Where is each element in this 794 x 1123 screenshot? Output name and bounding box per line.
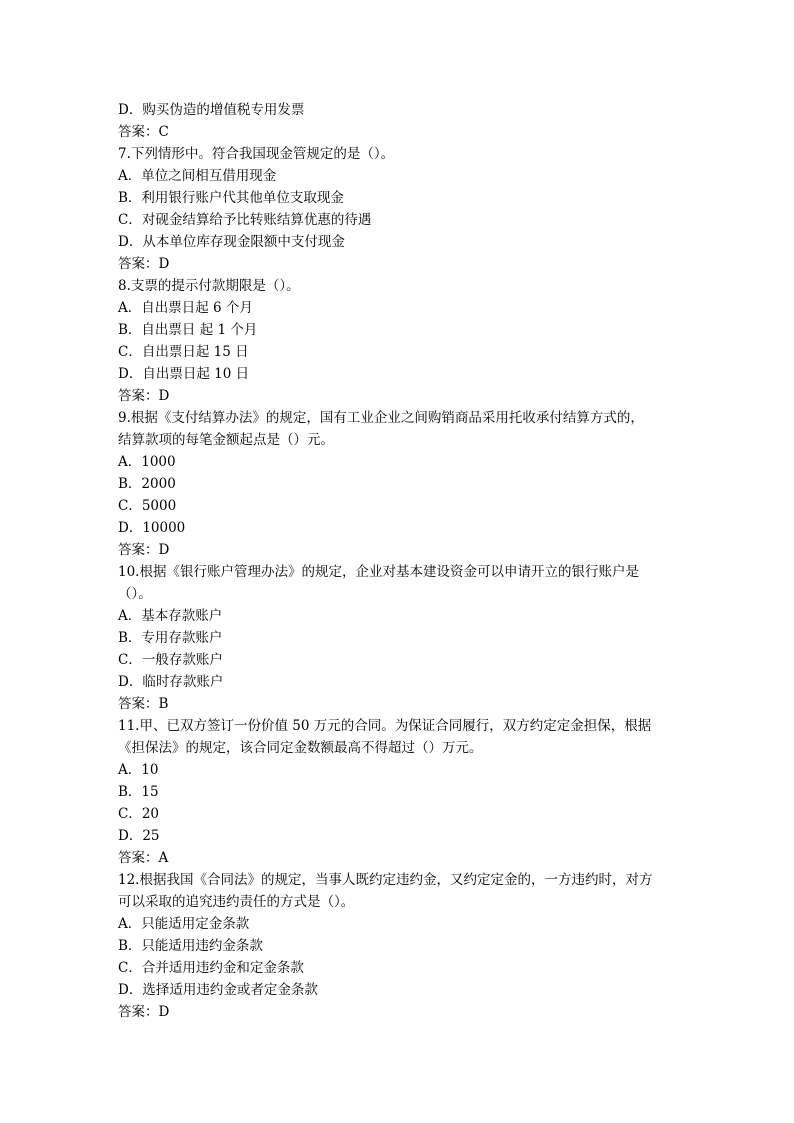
option-a-q9: A．1000 xyxy=(118,454,176,470)
option-c-q9: C．5000 xyxy=(118,498,177,514)
answer-q12: 答案：D xyxy=(118,1004,170,1020)
option-c-q11: C．20 xyxy=(118,806,160,822)
option-d-q11: D．25 xyxy=(118,828,160,844)
option-c-q7: C．对砚金结算给予比转账结算优惠的待遇 xyxy=(118,212,372,228)
option-b-q11: B．15 xyxy=(118,784,159,800)
answer-q6: 答案：C xyxy=(118,124,169,140)
option-a-q12: A．只能适用定金条款 xyxy=(118,916,250,932)
answer-q8: 答案：D xyxy=(118,388,170,404)
question-7: 7.下列情形中。符合我国现金管规定的是（）。 xyxy=(118,146,395,162)
option-d-q7: D．从本单位库存现金限额中支付现金 xyxy=(118,234,345,250)
option-a-q7: A．单位之间相互借用现金 xyxy=(118,168,277,184)
option-a-q8: A．自出票日起 6 个月 xyxy=(118,300,253,316)
option-c-q8: C．自出票日起 15 日 xyxy=(118,344,249,360)
answer-q10: 答案：B xyxy=(118,696,169,712)
option-d-q9: D．10000 xyxy=(118,520,186,536)
question-12-line-2: 可以采取的追究违约责任的方式是（）。 xyxy=(118,894,355,910)
option-a-q11: A．10 xyxy=(118,762,159,778)
option-b-q9: B．2000 xyxy=(118,476,176,492)
question-10-line-2: （）。 xyxy=(118,586,152,602)
answer-q7: 答案：D xyxy=(118,256,170,272)
question-10-line-1: 10.根据《银行账户管理办法》的规定，企业对基本建设资金可以申请开立的银行账户是 xyxy=(118,564,639,580)
option-d-q6: D．购买伪造的增值税专用发票 xyxy=(118,102,305,118)
option-c-q12: C．合并适用违约金和定金条款 xyxy=(118,960,304,976)
option-d-q12: D．选择适用违约金或者定金条款 xyxy=(118,982,318,998)
option-b-q7: B．利用银行账户代其他单位支取现金 xyxy=(118,190,344,206)
answer-q9: 答案：D xyxy=(118,542,170,558)
question-12-line-1: 12.根据我国《合同法》的规定，当事人既约定违约金，又约定定金的，一方违约时，对方 xyxy=(118,872,653,888)
option-b-q8: B．自出票日 起 1 个月 xyxy=(118,322,258,338)
option-d-q8: D．自出票日起 10 日 xyxy=(118,366,250,382)
option-d-q10: D．临时存款账户 xyxy=(118,674,224,690)
question-11-line-1: 11.甲、已双方签订一份价值 50 万元的合同。为保证合同履行，双方约定定金担保，根据 xyxy=(118,718,652,734)
option-b-q10: B．专用存款账户 xyxy=(118,630,223,646)
question-11-line-2: 《担保法》的规定，该合同定金数额最高不得超过（）万元。 xyxy=(118,740,483,756)
document-page xyxy=(118,99,678,1023)
question-8: 8.支票的提示付款期限是（）。 xyxy=(118,278,300,294)
answer-q11: 答案：A xyxy=(118,850,169,866)
option-b-q12: B．只能适用违约金条款 xyxy=(118,938,263,954)
question-9-line-2: 结算款项的每笔金额起点是（）元。 xyxy=(118,432,334,448)
option-a-q10: A．基本存款账户 xyxy=(118,608,223,624)
question-9-line-1: 9.根据《支付结算办法》的规定，国有工业企业之间购销商品采用托收承付结算方式的， xyxy=(118,410,644,426)
option-c-q10: C．一般存款账户 xyxy=(118,652,223,668)
